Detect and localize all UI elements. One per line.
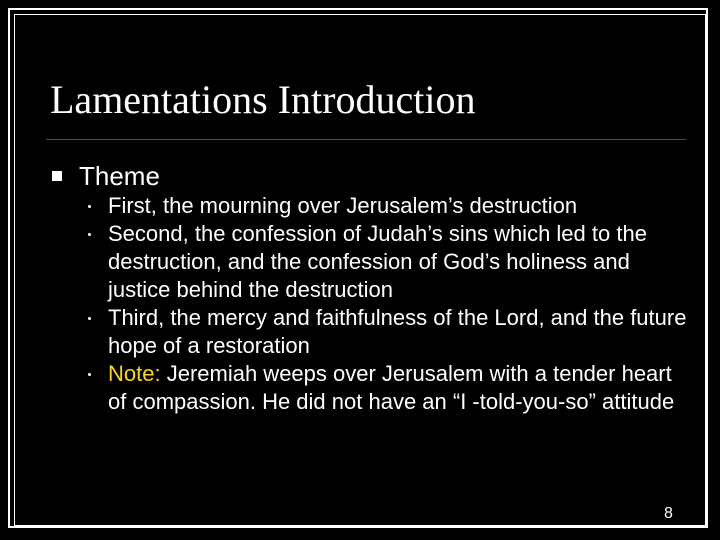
sub-bullet-text: Third, the mercy and faithfulness of the Lord, and the future hope of a restoration: [108, 305, 687, 358]
square-bullet-icon: [52, 171, 62, 181]
sub-bullet-item: [88, 220, 688, 304]
sub-bullet-list: [88, 192, 688, 416]
note-label: Note:: [108, 361, 161, 386]
page-number: 8: [664, 505, 673, 522]
dot-bullet-icon: [88, 233, 91, 236]
sub-bullet-item: [88, 360, 688, 416]
sub-bullet-text: Jeremiah weeps over Jerusalem with a tender heart of compassion. He did not have an “I -told-you-so” attitude: [108, 361, 675, 414]
dot-bullet-icon: [88, 205, 91, 208]
main-bullet-label: Theme: [79, 161, 160, 191]
dot-bullet-icon: [88, 317, 91, 320]
sub-bullet-item: [88, 192, 688, 220]
title-divider: [46, 139, 686, 140]
sub-bullet-text: First, the mourning over Jerusalem’s destruction: [108, 193, 578, 218]
sub-bullet-text: Second, the confession of Judah’s sins which led to the destruction, and the confession of God’s holiness and justice behind the destruction: [108, 221, 647, 302]
dot-bullet-icon: [88, 373, 91, 376]
sub-bullet-item: [88, 304, 688, 360]
main-bullet: [52, 160, 160, 192]
slide-title: Lamentations Introduction: [50, 77, 476, 122]
